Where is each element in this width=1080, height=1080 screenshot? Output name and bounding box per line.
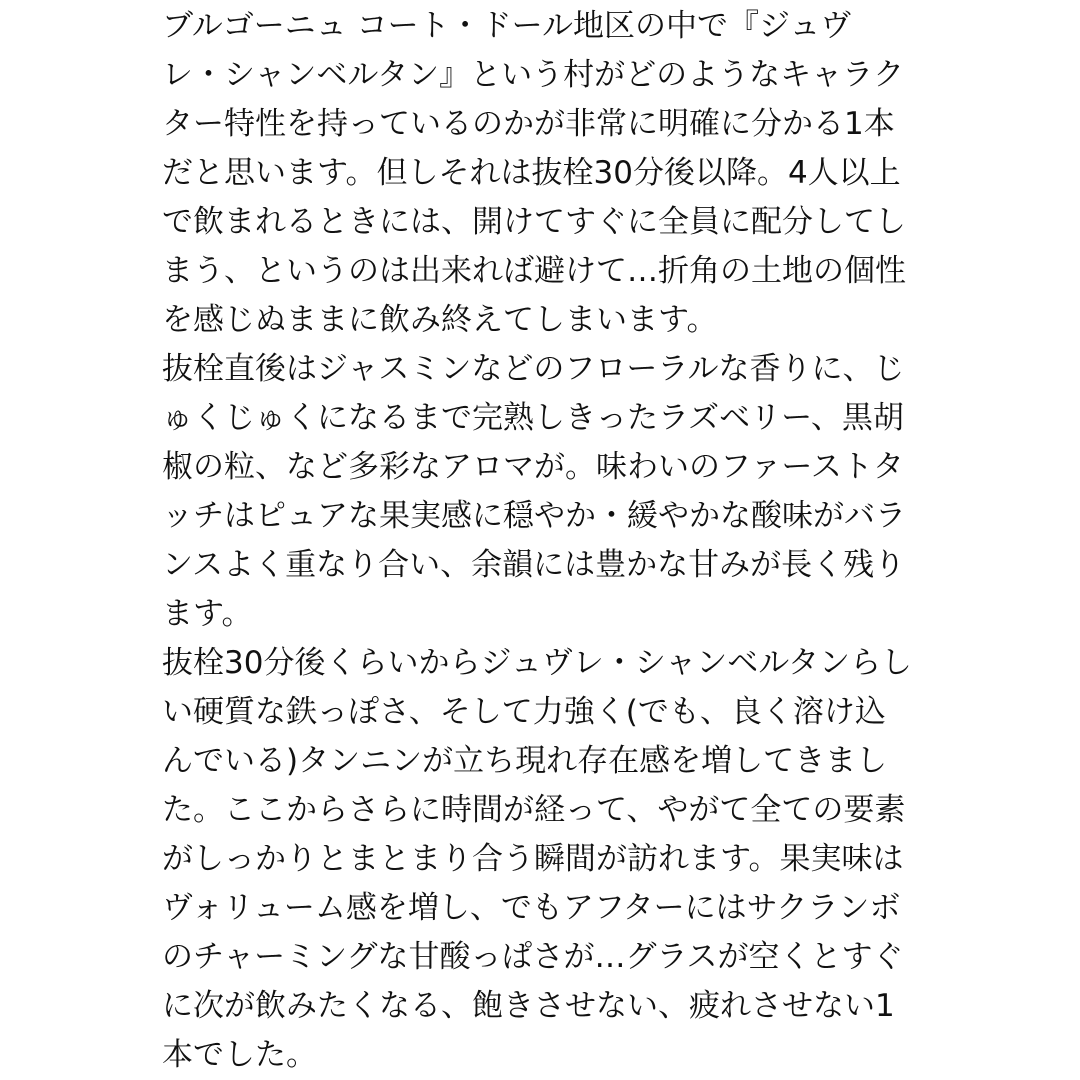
text-line-18: がしっかりとまとまり合う瞬間が訪れます。果実味は bbox=[162, 841, 904, 877]
text-line-2: レ・シャンベルタン』という村がどのようなキャラク bbox=[162, 57, 905, 93]
text-line-9: ゅくじゅくになるまで完熟しきったラズベリー、黒胡 bbox=[162, 400, 904, 436]
text-line-17: た。ここからさらに時間が経って、やがて全ての要素 bbox=[162, 792, 906, 828]
review-text-block bbox=[162, 2, 922, 1080]
text-line-20: のチャーミングな甘酸っぱさが…グラスが空くとすぐ bbox=[162, 939, 904, 975]
text-line-8: 抜栓直後はジャスミンなどのフローラルな香りに、じ bbox=[162, 351, 905, 387]
text-line-4: だと思います。但しそれは抜栓30分後以降。4人以上 bbox=[162, 155, 901, 191]
text-line-15: い硬質な鉄っぽさ、そして力強く(でも、良く溶け込 bbox=[162, 694, 886, 730]
text-line-19: ヴォリューム感を増し、でもアフターにはサクランボ bbox=[162, 890, 901, 926]
text-line-5: で飲まれるときには、開けてすぐに全員に配分してし bbox=[162, 204, 906, 240]
text-line-3: ター特性を持っているのかが非常に明確に分かる1本 bbox=[162, 106, 895, 142]
text-line-21: に次が飲みたくなる、飽きさせない、疲れさせない1 bbox=[162, 988, 895, 1024]
text-line-22: 本でした。 bbox=[162, 1037, 317, 1073]
text-line-10: 椒の粒、など多彩なアロマが。味わいのファーストタ bbox=[162, 449, 904, 485]
text-line-7: を感じぬままに飲み終えてしまいます。 bbox=[162, 302, 718, 338]
text-line-16: んでいる)タンニンが立ち現れ存在感を増してきまし bbox=[162, 743, 888, 779]
text-line-12: ンスよく重なり合い、余韻には豊かな甘みが長く残り bbox=[162, 547, 906, 583]
text-line-1: ブルゴーニュ コート・ドール地区の中で『ジュヴ bbox=[162, 8, 852, 44]
text-line-13: ます。 bbox=[162, 596, 253, 632]
text-line-11: ッチはピュアな果実感に穏やか・緩やかな酸味がバラ bbox=[162, 498, 906, 534]
text-line-6: まう、というのは出来れば避けて…折角の土地の個性 bbox=[162, 253, 906, 289]
text-line-14: 抜栓30分後くらいからジュヴレ・シャンベルタンらし bbox=[162, 645, 912, 681]
